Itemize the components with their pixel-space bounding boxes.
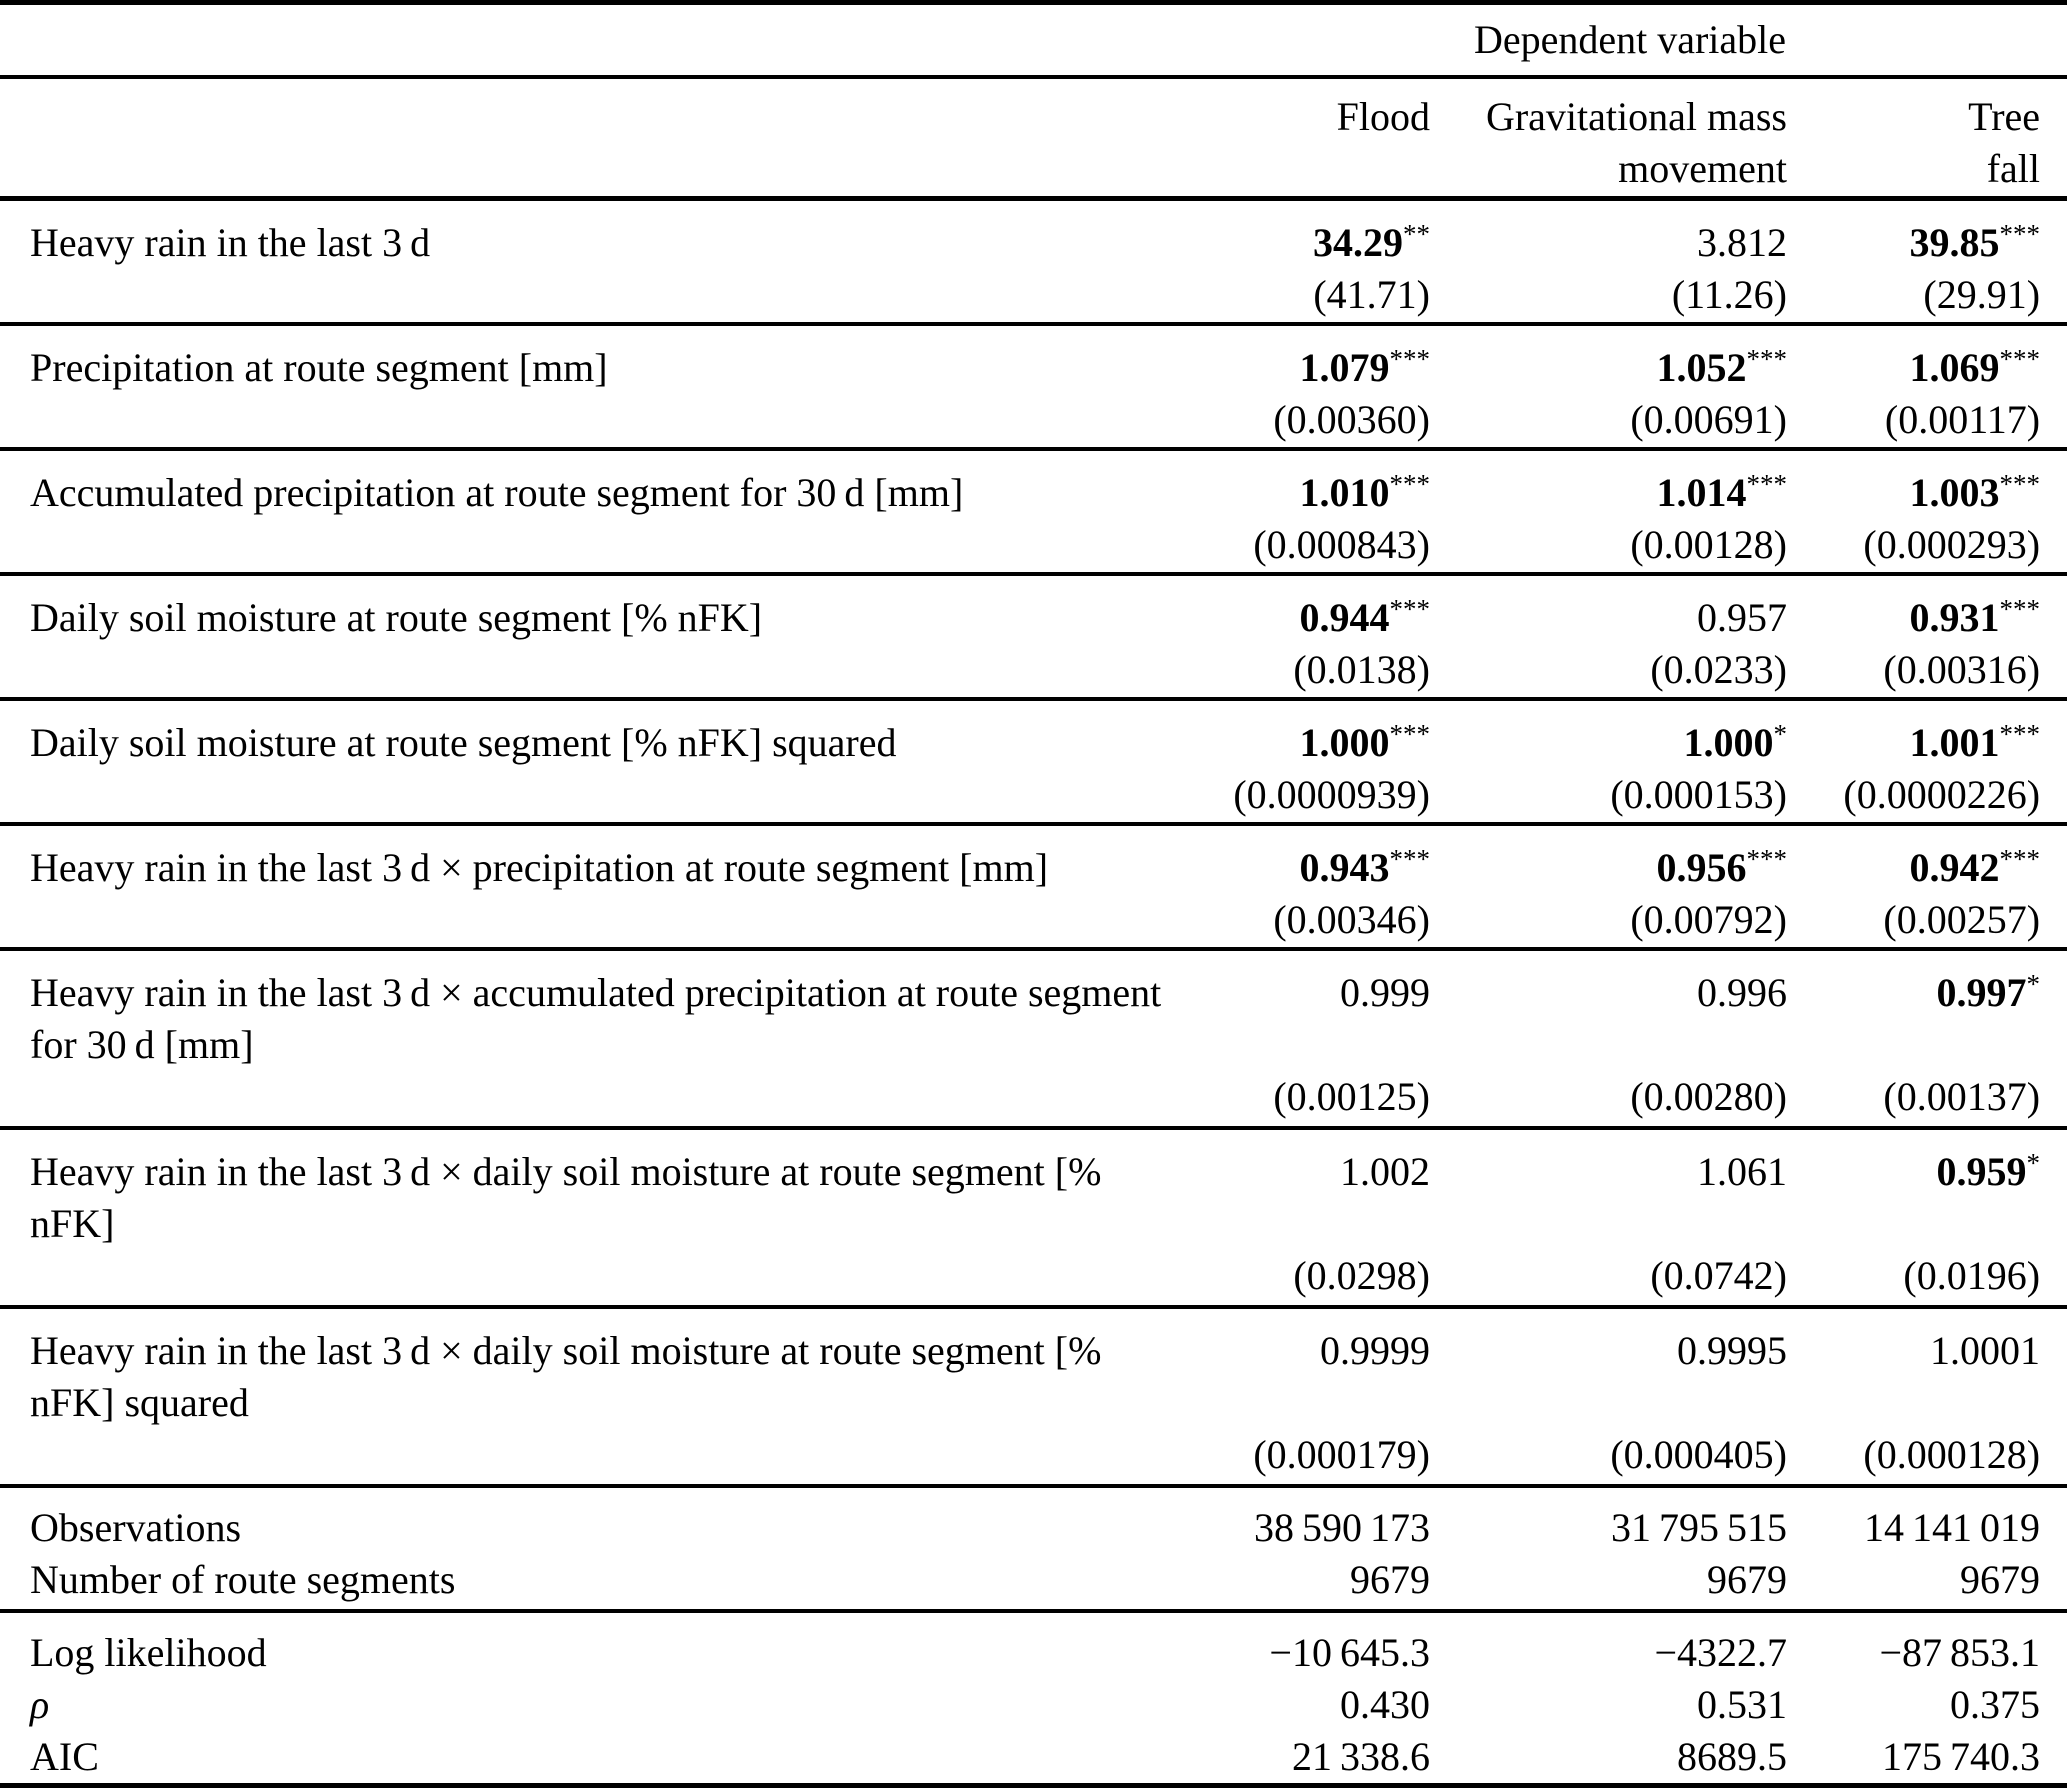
coef-line (1430, 592, 1787, 644)
row-label (0, 949, 1220, 1128)
summary-row (0, 1486, 2067, 1611)
significance-stars: *** (1389, 468, 1430, 499)
row-label-line: Heavy rain in the last 3 d × daily soil moisture at route segment [% (30, 1327, 1102, 1373)
std-error: (0.000128) (1863, 1431, 2041, 1477)
coef-line (1787, 342, 2040, 394)
coef-cell (1220, 949, 1430, 1128)
row-label-line: Heavy rain in the last 3 d × precipitation at route segment [mm] (30, 844, 1049, 890)
table-body (0, 3, 2067, 1786)
summary-row (0, 1611, 2067, 1786)
coef-value: 1.014 (1656, 469, 1747, 515)
std-error: (0.000293) (1863, 521, 2041, 567)
coef-line (1220, 717, 1430, 769)
dependent-variable-header: Dependent variable (1220, 3, 2067, 77)
coef-value: 0.942 (1909, 844, 2000, 890)
std-error: (0.00691) (1630, 396, 1787, 442)
coef-cell (1220, 449, 1430, 574)
summary-value: −87 853.1 (1879, 1629, 2041, 1675)
coef-value: 0.9999 (1320, 1327, 1430, 1373)
significance-stars: *** (1999, 593, 2041, 624)
coef-line (1220, 1146, 1430, 1198)
coef-line (1787, 717, 2040, 769)
significance-stars: *** (1746, 468, 1787, 499)
coef-cell (1787, 1307, 2067, 1486)
coef-cell (1220, 574, 1430, 699)
coef-value: 3.812 (1697, 220, 1787, 265)
coef-line (1430, 217, 1787, 269)
coef-line (1787, 842, 2040, 894)
summary-value: 0.375 (1950, 1681, 2041, 1727)
row-label-line: Heavy rain in the last 3 d × daily soil moisture at route segment [% (30, 1148, 1102, 1194)
row-label (0, 449, 1220, 574)
significance-stars: *** (1999, 219, 2041, 249)
std-error: (0.00360) (1273, 396, 1430, 442)
summary-labels (0, 1486, 1220, 1611)
coef-line (1430, 717, 1787, 769)
std-error: (0.000153) (1610, 771, 1787, 817)
summary-values (1220, 1486, 1430, 1611)
coef-line (1430, 1146, 1787, 1198)
std-error: (0.000179) (1253, 1431, 1430, 1477)
std-error: (0.0000226) (1843, 771, 2041, 817)
std-error: (0.00346) (1273, 896, 1430, 942)
significance-stars: *** (1389, 718, 1430, 749)
summary-label: ρ (30, 1681, 50, 1727)
summary-values (1430, 1611, 1787, 1786)
coef-line (1220, 967, 1430, 1019)
dep-row-spacer (0, 3, 1220, 77)
summary-values (1787, 1486, 2067, 1611)
summary-value: −10 645.3 (1269, 1629, 1430, 1675)
row-label-line: Heavy rain in the last 3 d (30, 220, 431, 265)
coef-line (1430, 967, 1787, 1019)
coef-line (1430, 467, 1787, 519)
coef-value: 0.944 (1299, 594, 1390, 640)
row-label-line: Precipitation at route segment [mm] (30, 344, 608, 390)
summary-value: 175 740.3 (1882, 1733, 2041, 1779)
coef-line (1430, 842, 1787, 894)
coef-cell (1430, 824, 1787, 949)
col-header-tree-fall (1787, 77, 2067, 199)
coef-cell (1430, 1128, 1787, 1307)
std-error: (0.0298) (1293, 1252, 1430, 1298)
coef-value: 0.996 (1697, 969, 1787, 1015)
coef-cell (1220, 1307, 1430, 1486)
coef-value: 1.052 (1656, 344, 1747, 390)
row-label-line: Daily soil moisture at route segment [% nFK] (30, 594, 763, 640)
summary-label: Observations (30, 1504, 242, 1550)
coef-cell (1787, 324, 2067, 449)
summary-value: 0.531 (1697, 1681, 1787, 1727)
coef-cell (1430, 949, 1787, 1128)
coef-cell (1430, 574, 1787, 699)
coef-line (1430, 1325, 1787, 1377)
significance-stars: *** (1999, 468, 2041, 499)
std-error: (0.0138) (1293, 646, 1430, 692)
dependent-variable-row (0, 3, 2067, 77)
std-error: (0.00125) (1273, 1073, 1430, 1119)
summary-values (1220, 1611, 1430, 1786)
std-error: (0.0000939) (1233, 771, 1430, 817)
row-label-line: for 30 d [mm] (30, 1021, 254, 1067)
significance-stars: *** (1999, 343, 2041, 374)
coef-cell (1787, 949, 2067, 1128)
coef-cell (1220, 1128, 1430, 1307)
col-header-flood (1220, 77, 1430, 199)
coef-value: 1.061 (1697, 1148, 1787, 1194)
row-label (0, 1128, 1220, 1307)
std-error: (0.00117) (1884, 396, 2041, 442)
coefficient-row (0, 449, 2067, 574)
coef-cell (1430, 1307, 1787, 1486)
summary-value: 9679 (1707, 1556, 1787, 1602)
coefficient-row (0, 824, 2067, 949)
std-error: (0.000843) (1253, 521, 1430, 567)
coef-line (1787, 217, 2040, 269)
row-label (0, 699, 1220, 824)
row-label (0, 1307, 1220, 1486)
summary-value: −4322.7 (1654, 1629, 1787, 1675)
summary-value: 9679 (1350, 1556, 1430, 1602)
coef-cell (1787, 199, 2067, 324)
row-label (0, 824, 1220, 949)
std-error: (29.91) (1923, 272, 2041, 317)
std-error: (0.00792) (1630, 896, 1787, 942)
col-header-line: fall (1986, 145, 2041, 191)
summary-value: 31 795 515 (1610, 1504, 1787, 1550)
coef-cell (1787, 824, 2067, 949)
col-header-line: Flood (1336, 93, 1430, 139)
coef-cell (1787, 1128, 2067, 1307)
row-label-line: nFK] (30, 1200, 115, 1246)
coef-value: 0.931 (1909, 594, 2000, 640)
coef-value: 1.002 (1340, 1148, 1430, 1194)
coefficient-row (0, 574, 2067, 699)
coef-line (1220, 1325, 1430, 1377)
summary-label: Log likelihood (30, 1629, 267, 1675)
std-error: (0.00316) (1883, 646, 2041, 692)
coef-value: 1.000 (1683, 719, 1774, 765)
coef-cell (1430, 449, 1787, 574)
coef-cell (1430, 324, 1787, 449)
column-header-spacer (0, 77, 1220, 199)
row-label-line: Daily soil moisture at route segment [% nFK] squared (30, 719, 897, 765)
row-label-line: nFK] squared (30, 1379, 249, 1425)
summary-value: 38 590 173 (1253, 1504, 1430, 1550)
coef-cell (1787, 449, 2067, 574)
coef-cell (1220, 699, 1430, 824)
coef-line (1220, 342, 1430, 394)
coef-value: 0.959 (1936, 1148, 2027, 1194)
summary-value: 8689.5 (1677, 1733, 1787, 1779)
row-label-line: Accumulated precipitation at route segment for 30 d [mm] (30, 469, 964, 515)
row-label (0, 324, 1220, 449)
coef-value: 0.943 (1299, 844, 1390, 890)
coef-cell (1787, 574, 2067, 699)
coef-cell (1430, 699, 1787, 824)
summary-labels (0, 1611, 1220, 1786)
std-error: (0.0233) (1650, 646, 1787, 692)
summary-label: AIC (30, 1733, 99, 1779)
coef-line (1787, 1325, 2040, 1377)
summary-values (1787, 1611, 2067, 1786)
coef-cell (1430, 199, 1787, 324)
significance-stars: *** (1746, 343, 1787, 374)
coef-line (1787, 592, 2040, 644)
coef-value: 1.079 (1299, 344, 1390, 390)
coef-cell (1220, 824, 1430, 949)
coef-line (1220, 217, 1430, 269)
coef-value: 0.999 (1340, 969, 1430, 1015)
std-error: (41.71) (1313, 272, 1430, 317)
significance-stars: *** (1999, 718, 2041, 749)
coefficient-row (0, 1128, 2067, 1307)
std-error: (0.00280) (1630, 1073, 1787, 1119)
significance-stars: *** (1389, 343, 1430, 374)
summary-label: Number of route segments (30, 1556, 456, 1602)
coef-line (1430, 342, 1787, 394)
coef-value: 39.85 (1909, 220, 2000, 265)
coef-line (1787, 1146, 2040, 1198)
coefficient-row (0, 1307, 2067, 1486)
significance-stars: * (1773, 718, 1787, 749)
col-header-line: Gravitational mass (1485, 93, 1787, 139)
coef-cell (1787, 699, 2067, 824)
coef-value: 1.069 (1909, 344, 2000, 390)
coefficient-row (0, 699, 2067, 824)
std-error: (0.0742) (1650, 1252, 1787, 1298)
coef-value: 1.003 (1909, 469, 2000, 515)
std-error: (0.00137) (1883, 1073, 2041, 1119)
row-label-line: Heavy rain in the last 3 d × accumulated precipitation at route segment (30, 969, 1162, 1015)
significance-stars: *** (1389, 593, 1430, 624)
column-header-row (0, 77, 2067, 199)
std-error: (0.0196) (1903, 1252, 2041, 1298)
coefficient-row (0, 324, 2067, 449)
coef-value: 1.0001 (1930, 1327, 2041, 1373)
coef-value: 1.000 (1299, 719, 1390, 765)
coef-value: 0.9995 (1677, 1327, 1787, 1373)
col-header-line: Tree (1968, 93, 2041, 139)
coef-cell (1220, 324, 1430, 449)
significance-stars: ** (1403, 219, 1430, 249)
coef-value: 34.29 (1313, 220, 1403, 265)
col-header-line: movement (1618, 145, 1787, 191)
coef-cell (1220, 199, 1430, 324)
coef-line (1220, 592, 1430, 644)
coef-value: 1.010 (1299, 469, 1390, 515)
summary-value: 21 338.6 (1291, 1733, 1430, 1779)
summary-value: 0.430 (1340, 1681, 1430, 1727)
coef-value: 0.997 (1936, 969, 2027, 1015)
significance-stars: * (2026, 1147, 2041, 1178)
summary-value: 9679 (1960, 1556, 2041, 1602)
significance-stars: *** (1389, 843, 1430, 874)
std-error: (0.00257) (1883, 896, 2041, 942)
row-label (0, 199, 1220, 324)
coefficient-row (0, 199, 2067, 324)
significance-stars: *** (1746, 843, 1787, 874)
coef-line (1787, 467, 2040, 519)
summary-value: 14 141 019 (1864, 1504, 2041, 1550)
significance-stars: *** (1999, 843, 2041, 874)
coefficient-row (0, 949, 2067, 1128)
std-error: (0.00128) (1630, 521, 1787, 567)
coef-value: 1.001 (1909, 719, 2000, 765)
col-header-gravitational-mass-movement (1430, 77, 1787, 199)
coef-line (1787, 967, 2040, 1019)
coef-line (1220, 842, 1430, 894)
coef-line (1220, 467, 1430, 519)
row-label (0, 574, 1220, 699)
significance-stars: * (2026, 968, 2041, 999)
std-error: (11.26) (1671, 272, 1787, 317)
summary-values (1430, 1486, 1787, 1611)
std-error: (0.000405) (1610, 1431, 1787, 1477)
coef-value: 0.957 (1697, 594, 1787, 640)
coef-value: 0.956 (1656, 844, 1747, 890)
